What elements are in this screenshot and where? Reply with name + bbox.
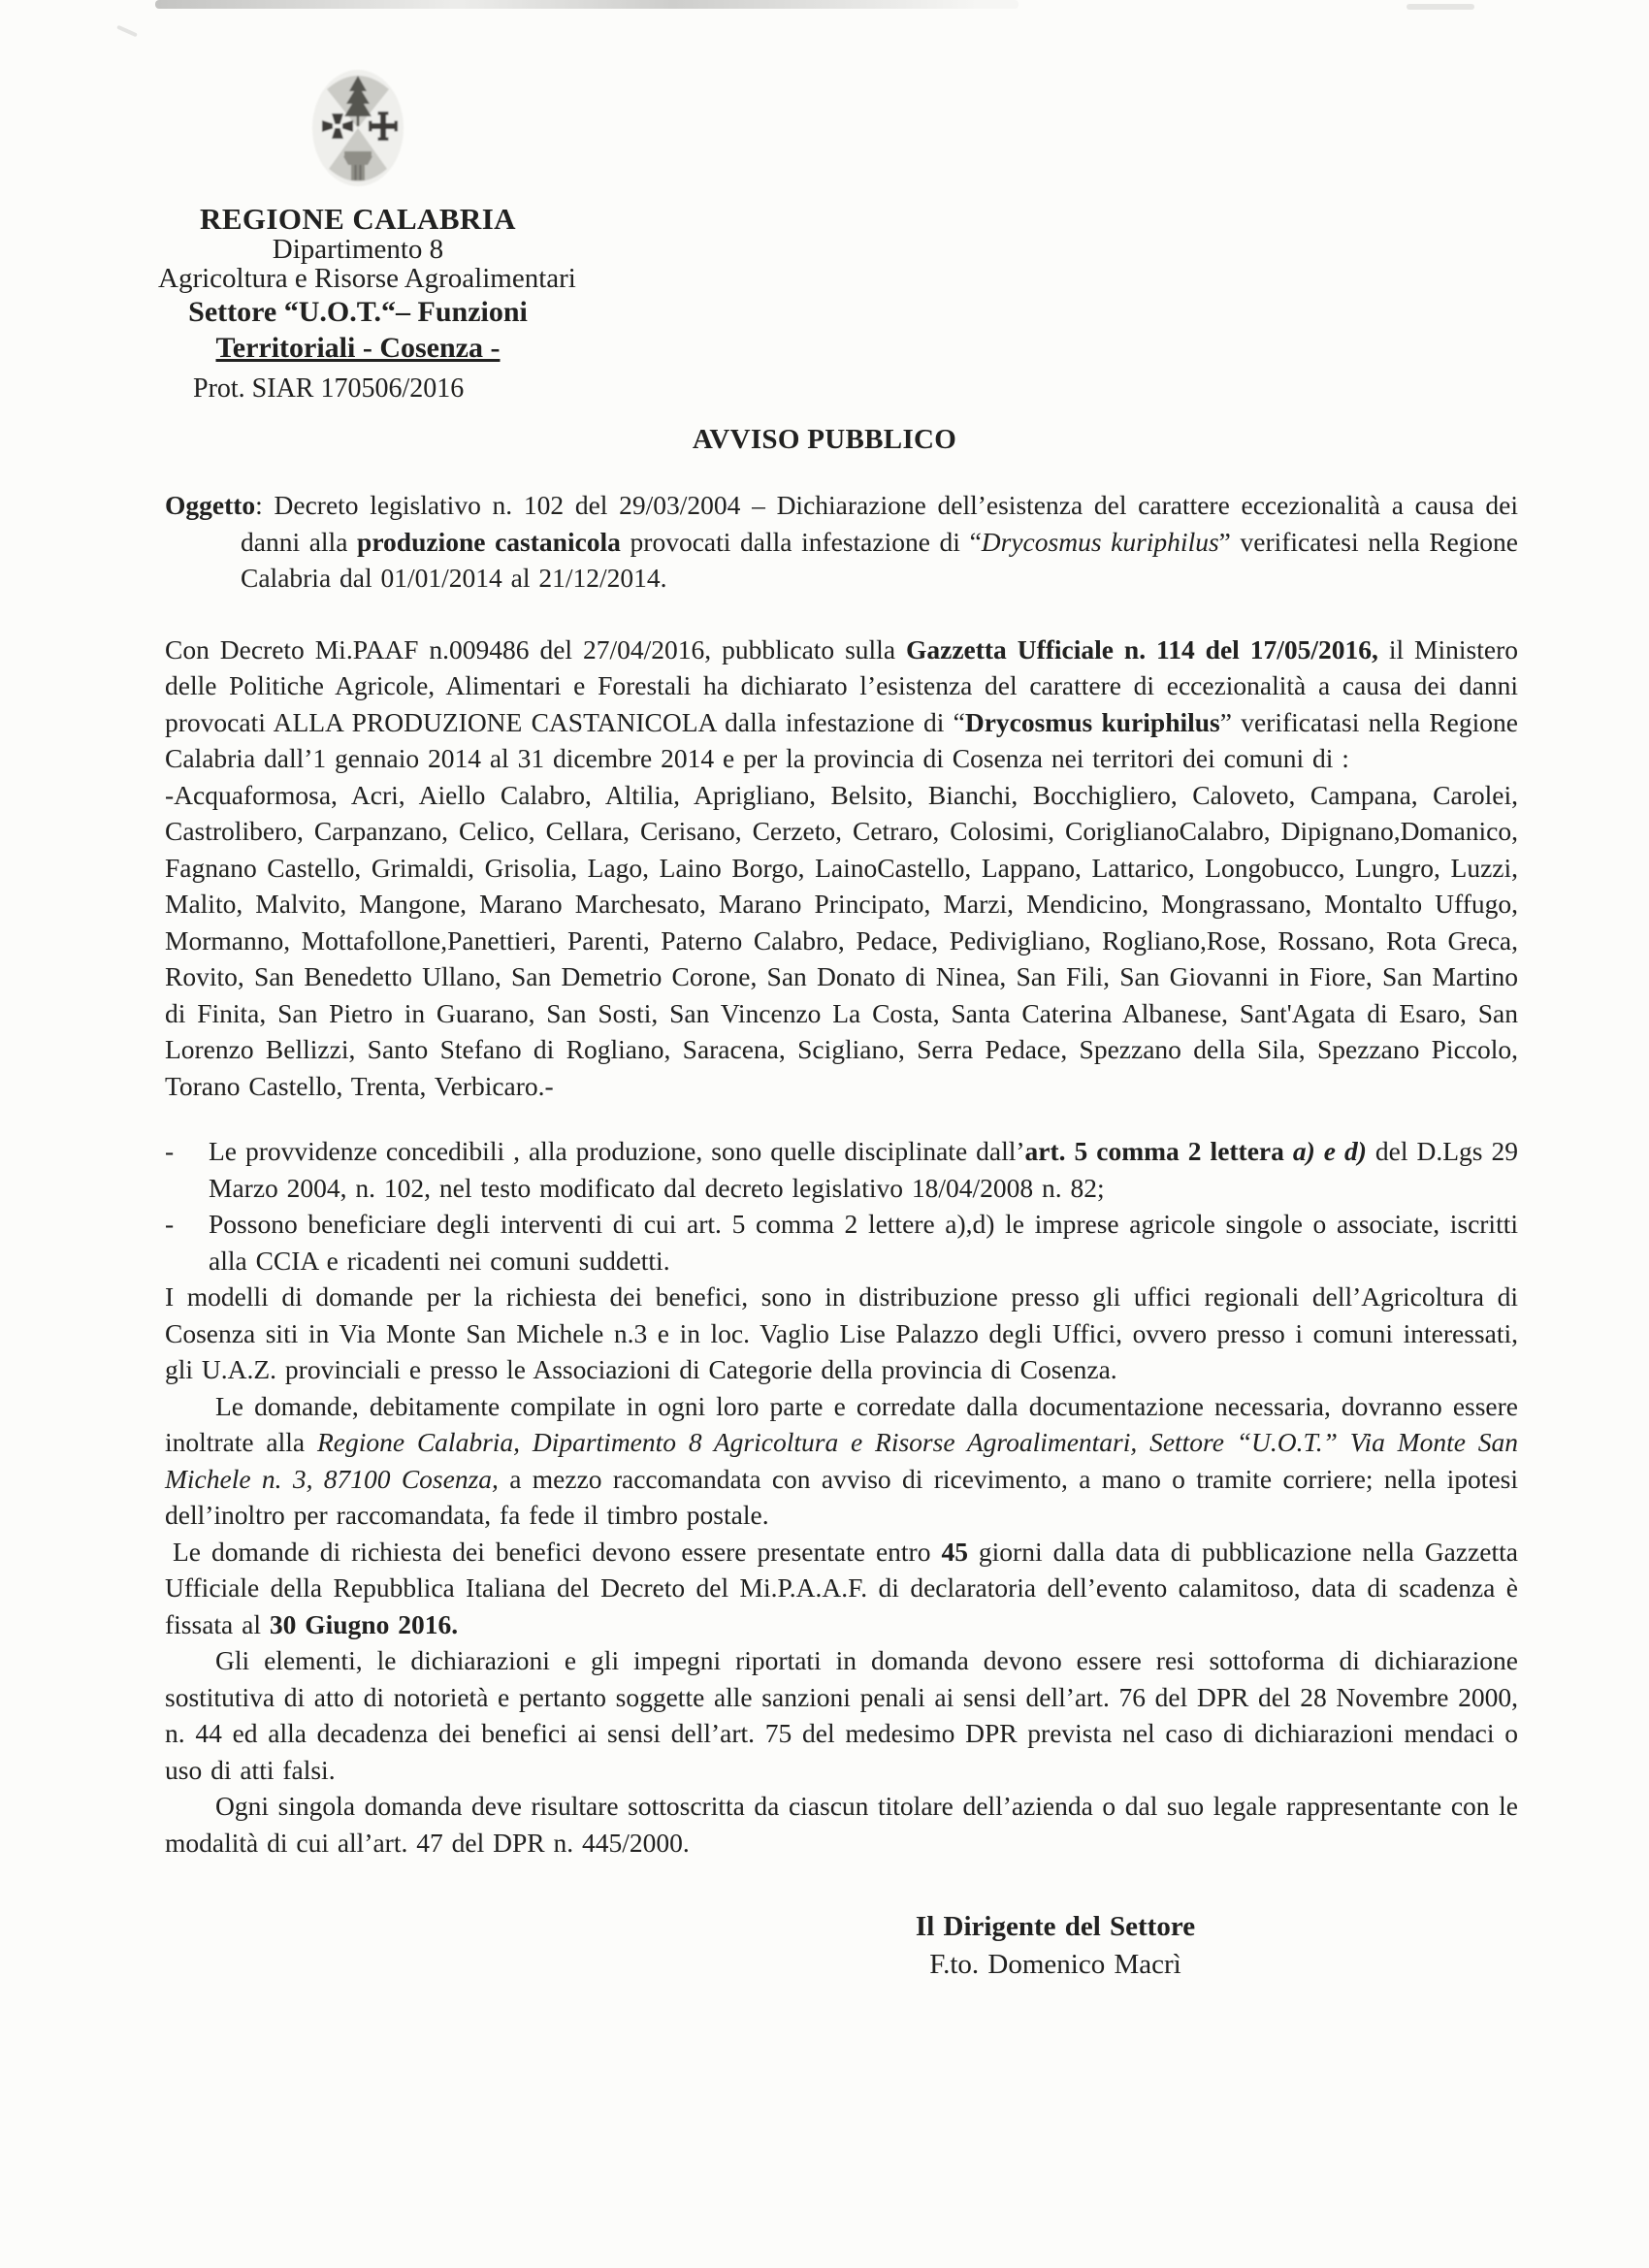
- department-line-2: Agricoltura e Risorse Agroalimentari: [158, 263, 576, 294]
- bullet-text-beneficiari: Possono beneficiare degli interventi di cui art. 5 comma 2 lettere a),d) le imprese agricole singole o associate, iscritti alla CCIA e ricadenti nei comuni suddetti.: [209, 1209, 1518, 1276]
- paragraph-sottoscrizione: Ogni singola domanda deve risultare sottoscritta da ciascun titolare dell’azienda o dal suo legale rappresentante con le modalità di cui all’art. 47 del DPR n. 445/2000.: [165, 1791, 1518, 1858]
- signature-name: F.to. Domenico Macrì: [929, 1949, 1181, 1980]
- intro-paragraph: Con Decreto Mi.PAAF n.009486 del 27/04/2016, pubblicato sulla Gazzetta Ufficiale n. 114 del 17/05/2016, il Ministero delle Politiche Agricole, Alimentari e Forestali ha dichiarato l’esistenza del carattere di eccezionalità a causa dei danni provocati ALLA PRODUZIONE CASTANICOLA dalla infestazione di “Drycosmus kuriphilus” verificatasi nella Regione Calabria dall’1 gennaio 2014 al 31 dicembre 2014 e per la provincia di Cosenza nei territori dei comuni di :: [165, 633, 1518, 773]
- scan-artifact-dot: [116, 25, 138, 38]
- bullet-dash: -: [165, 1209, 175, 1239]
- municipality-list: -Acquaformosa, Acri, Aiello Calabro, Altilia, Aprigliano, Belsito, Bianchi, Bocchigliero, Caloveto, Campana, Carolei, Castrolibero, Carpanzano, Celico, Cellara, Cerisano, Cerzeto, Cetraro, Colosimi, CoriglianoCalabro, Dipignano,Domanico, Fagnano Castello, Grimaldi, Grisolia, Lago, Laino Borgo, LainoCastello, Lappano, Lattarico, Longobucco, Lungro, Luzzi, Malito, Malvito, Mangone, Marano Marchesato, Marano Principato, Marzi, Mendicino, Mongrassano, Montalto Uffugo, Mormanno, Mottafollone,Panettieri, Parenti, Paterno Calabro, Pedace, Pedivigliano, Rogliano,Rose, Rossano, Rota Greca, Rovito, San Benedetto Ullano, San Demetrio Corone, San Donato di Ninea, San Fili, San Giovanni in Fiore, San Martino di Finita, San Pietro in Guarano, San Sosti, San Vincenzo La Costa, Santa Caterina Albanese, Sant'Agata di Esaro, San Lorenzo Bellizzi, Santo Stefano di Rogliano, Saracena, Scigliano, Serra Pedace, Spezzano della Sila, Spezzano Piccolo, Torano Castello, Trenta, Verbicaro.-: [165, 779, 1518, 1101]
- sector-line-2: Territoriali - Cosenza -: [215, 332, 501, 364]
- benefit-bullets: [165, 1133, 1518, 1279]
- regione-calabria-coat-of-arms-icon: [311, 68, 404, 188]
- scan-artifact-top: [155, 0, 1018, 9]
- protocol-number: Prot. SIAR 170506/2016: [193, 373, 465, 404]
- bullet-item: [165, 1133, 1518, 1206]
- paragraph-modelli: I modelli di domande per la richiesta dei benefici, sono in distribuzione presso gli uffici regionali dell’Agricoltura di Cosenza siti in Via Monte San Michele n.3 e in loc. Vaglio Lise Palazzo degli Uffici, ovvero presso i comuni interessati, gli U.A.Z. provinciali e presso le Associazioni di Categorie della provincia di Cosenza.: [165, 1281, 1518, 1384]
- paragraph-dichiarazioni: Gli elementi, le dichiarazioni e gli impegni riportati in domanda devono essere resi sottoforma di dichiarazione sostitutiva di atto di notorietà e pertanto soggette alle sanzioni penali ai sensi dell’art. 76 del DPR del 28 Novembre 2000, n. 44 ed alla decadenza dei benefici ai sensi dell’art. 75 del medesimo DPR prevista nel caso di dichiarazioni mendaci o uso di atti falsi.: [165, 1645, 1518, 1785]
- signature-role: Il Dirigente del Settore: [915, 1911, 1196, 1942]
- letterhead: [158, 68, 576, 404]
- scan-artifact-mark: [1406, 4, 1474, 10]
- paragraph-scadenza: Le domande di richiesta dei benefici devono essere presentate entro 45 giorni dalla data di pubblicazione nella Gazzetta Ufficiale della Repubblica Italiana del Decreto del Mi.P.A.A.F. di declaratoria dell’evento calamitoso, data di scadenza è fissata al 30 Giugno 2016.: [165, 1536, 1518, 1639]
- paragraph-inoltro-domande: Le domande, debitamente compilate in ogni loro parte e corredate dalla documentazione necessaria, dovranno essere inoltrate alla Regione Calabria, Dipartimento 8 Agricoltura e Risorse Agroalimentari, Settore “U.O.T.” Via Monte San Michele n. 3, 87100 Cosenza, a mezzo raccomandata con avviso di ricevimento, a mano o tramite corriere; nella ipotesi dell’inoltro per raccomandata, fa fede il timbro postale.: [165, 1390, 1518, 1530]
- signature-block: [904, 1907, 1207, 1983]
- organization-name: REGIONE CALABRIA: [200, 202, 516, 236]
- document-title: AVVISO PUBBLICO: [692, 424, 957, 455]
- subject-paragraph: Oggetto: Decreto legislativo n. 102 del 29/03/2004 – Dichiarazione dell’esistenza del carattere eccezionalità a causa dei danni alla produzione castanicola provocati dalla infestazione di “Drycosmus kuriphilus” verificatesi nella Regione Calabria dal 01/01/2014 al 21/12/2014.: [165, 490, 1518, 593]
- bullet-text-provvidenze: Le provvidenze concedibili , alla produzione, sono quelle disciplinate dall’art. 5 comma 2 lettera a) e d) del D.Lgs 29 Marzo 2004, n. 102, nel testo modificato dal decreto legislativo 18/04/2008 n. 82;: [209, 1136, 1518, 1203]
- department-line-1: Dipartimento 8: [272, 234, 444, 265]
- sector-line-1: Settore “U.O.T.“– Funzioni: [188, 296, 528, 328]
- bullet-item: [165, 1206, 1518, 1279]
- bullet-dash: -: [165, 1136, 175, 1166]
- document-body: [165, 487, 1518, 1983]
